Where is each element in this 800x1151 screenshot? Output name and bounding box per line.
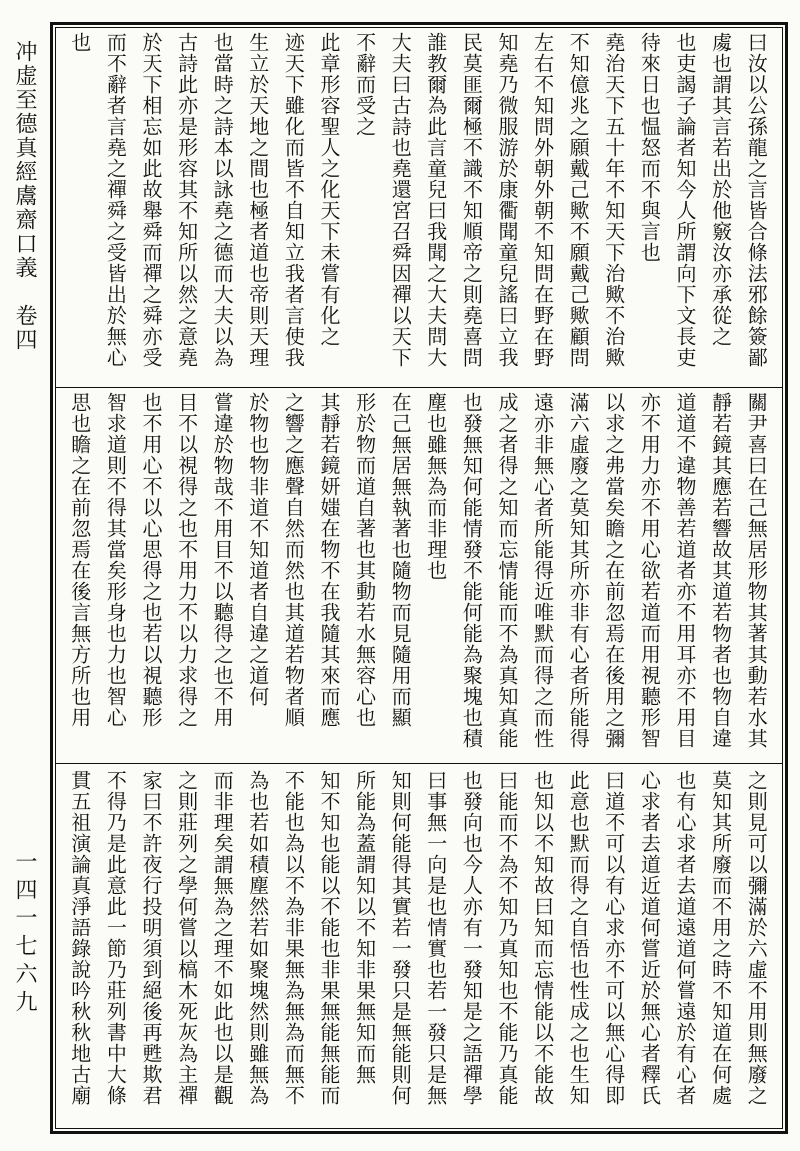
text-column: 此章形容聖人之化天下未嘗有化之 [317,32,341,347]
text-column: 䖏也謂其言若出於他竅汝亦承從之 [708,32,733,347]
text-column: 民莫匪爾極不識不知順帝之則堯喜問 [459,32,484,368]
text-column: 不辭而受之 [352,32,377,137]
text-column: 曰能而不為不知乃真知也不能乃真能 [495,770,519,1106]
text-column: 大夫曰古詩也堯還宮召舜因禪以天下 [388,32,413,368]
text-column: 曰事無一向是也情實也若一發只是無 [423,770,448,1106]
text-column: 也不用心不以心思得之也若以視聽形 [139,392,163,728]
text-column: 誰教爾為此言童兒曰我聞之大夫問大 [423,32,448,368]
text-column: 為也若如積塵然若如聚塊然則雖無為 [245,770,270,1106]
panel-divider-1 [55,387,783,388]
text-column: 古詩此亦是形容其不知所以然之意堯 [174,32,199,368]
text-column: 曰汝以公孫龍之言皆合條法邪餘簽鄙 [744,32,769,368]
text-column: 莫知其所廢而不用之時不知道在何處 [708,770,733,1106]
text-column: 目不以視得之也不用力不以力求得之 [174,392,199,728]
text-column: 於天下相忘如此故舉舜而禪之舜亦受 [139,32,163,368]
text-column: 塵也雖無為而非理也 [423,392,448,581]
text-column: 也發向也今人亦有一發知是之語禪學 [459,770,484,1106]
text-column: 而非理矣謂無為之理不如此也以是觀 [210,770,235,1106]
text-column: 待來日也愠怒而不與言也 [637,32,662,263]
text-column: 也有心求者去道遠道何嘗遠於有心者 [673,770,697,1106]
text-column: 亦不用力亦不用心欲若道而用視聽形智 [637,392,662,749]
text-column: 也吏謁子論者知今人所謂向下文長吏 [673,32,697,368]
text-column: 所能為蓋謂知以不知非果無知而無 [352,770,377,1085]
text-column: 也知以不知故曰知而忘情能以不能故 [530,770,555,1106]
margin-title: 冲虚至德真經鬳齋口義 卷四 [12,40,37,352]
text-column: 智求道則不得其當矣形身也力也智心 [103,392,128,728]
text-column: 嘗違於物哉不用目不以聽得之也不用 [210,392,235,728]
text-column: 思也瞻之在前忽焉在後言無方所也用 [67,392,92,728]
text-column: 在己無居無執著也隨物而見隨用而顯 [388,392,413,728]
text-column: 迹天下雖化而皆不自知立我者言使我 [281,32,306,368]
text-column: 道道不違物善若道者亦不用耳亦不用目 [673,392,697,749]
text-column: 不知億兆之願戴己歟不願戴己歟顧問 [566,32,591,368]
text-column: 其靜若鏡妍媸在物不在我隨其來而應 [317,392,341,728]
text-column: 以求之弗當矣瞻之在前忽焉在後用之彌 [601,392,626,749]
text-column: 遠亦非無心者所能得近唯默而得之而性 [530,392,555,749]
text-column: 也發無知何能情發不能何能為聚塊也積 [459,392,484,749]
text-column: 知則何能得其實若一發只是無能則何 [388,770,413,1106]
text-column: 之響之應聲自然而然也其道若物者順 [281,392,306,728]
text-column: 心求者去道近道何嘗近於無心者釋氏 [637,770,662,1106]
text-column: 此意也默而得之自悟也性成之也生知 [566,770,591,1106]
text-column: 之則莊列之學何嘗以槁木死灰為主禪 [174,770,199,1106]
text-column: 不能也為以不為非果無為無為而無不 [281,770,306,1106]
text-panel-bottom [62,770,774,1126]
text-column: 貫五祖演論真淨語錄說吟秋秋地古廟 [67,770,92,1106]
text-column: 左右不知問外朝外朝不知問在野在野 [530,32,555,368]
text-column: 也當時之詩本以詠堯之德而大夫以為 [210,32,235,368]
text-column: 曰道不可以有心求亦不可以無心得即 [601,770,626,1106]
text-column: 生立於天地之間也極者道也帝則天理 [245,32,270,368]
panel-divider-2 [55,763,783,764]
text-column: 堯治天下五十年不知天下治歟不治歟 [601,32,626,368]
text-panel-top [62,32,774,382]
text-column: 靜若鏡其應若響故其道若物者也物自違 [708,392,733,749]
text-column: 知不知也能以不能也非果無能無能而 [317,770,341,1106]
text-column: 關尹喜曰在己無居形物其著其動若水其 [744,392,769,749]
text-column: 於物也物非道不知道者自違之道何 [245,392,270,707]
text-panel-middle [62,392,774,757]
page-folio: 一四一七六九 [12,850,37,1018]
text-column: 形於物而道自著也其動若水無容心也 [352,392,377,728]
text-column: 之則見可以彌滿於六虛不用則無廢之 [744,770,769,1106]
text-column: 知堯乃微服游於康衢聞童兒謠曰立我 [495,32,519,368]
text-column: 成之者得之知而忘情能而不為真知真能 [495,392,519,749]
text-column: 滿六虛廢之莫知其所亦非有心者所能得 [566,392,591,749]
text-column: 家曰不許夜行投明須到絕後再甦欺君 [139,770,163,1106]
text-column: 也 [67,32,92,53]
text-column: 而不辭者言堯之禪舜之受皆出於無心 [103,32,128,368]
text-column: 不得乃是此意此一節乃莊列書中大條 [103,770,128,1106]
